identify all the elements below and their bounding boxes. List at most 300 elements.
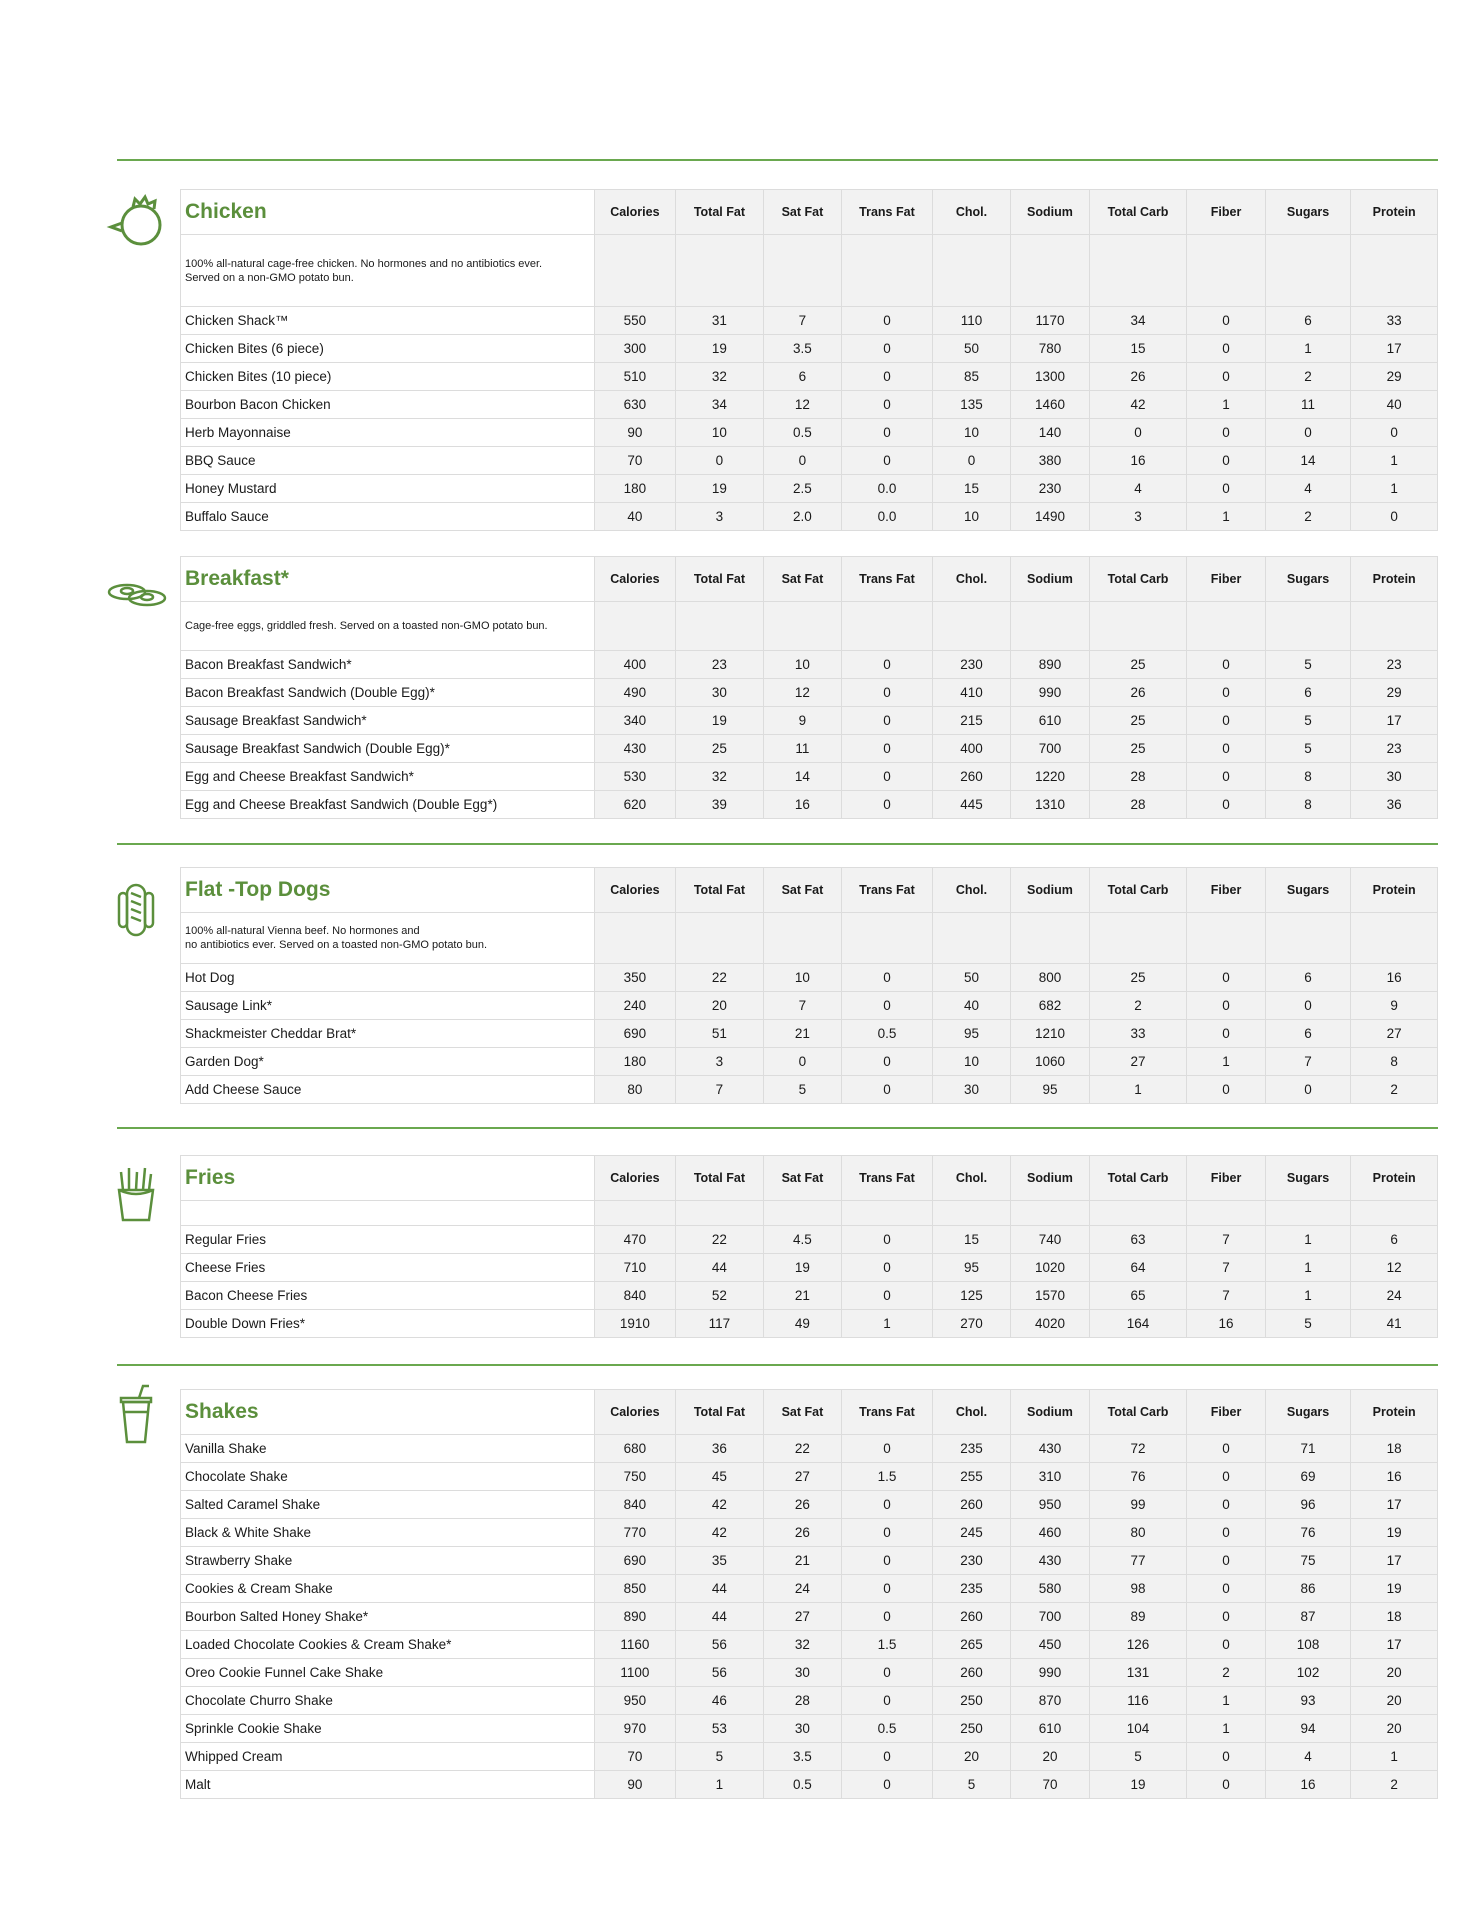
item-name: Add Cheese Sauce: [181, 1076, 595, 1104]
nutrition-value: 56: [676, 1631, 764, 1659]
nutrition-value: 0: [842, 1254, 933, 1282]
nutrition-value: 1: [1187, 503, 1265, 531]
section-description: Cage-free eggs, griddled fresh. Served on a toasted non-GMO potato bun.: [181, 602, 595, 651]
column-header: Sugars: [1265, 1390, 1351, 1435]
column-header: Sugars: [1265, 868, 1351, 913]
nutrition-value: 0: [842, 1226, 933, 1254]
nutrition-value: 6: [1265, 964, 1351, 992]
nutrition-value: 10: [676, 419, 764, 447]
nutrition-value: 0: [763, 447, 841, 475]
empty-cell: [1089, 235, 1187, 307]
nutrition-value: 16: [763, 791, 841, 819]
nutrition-value: 10: [763, 651, 841, 679]
column-header: Sodium: [1011, 190, 1089, 235]
nutrition-value: 27: [763, 1603, 841, 1631]
nutrition-value: 180: [594, 475, 676, 503]
nutrition-value: 610: [1011, 707, 1089, 735]
nutrition-value: 620: [594, 791, 676, 819]
nutrition-value: 5: [763, 1076, 841, 1104]
nutrition-value: 6: [1265, 679, 1351, 707]
nutrition-value: 0: [1265, 992, 1351, 1020]
empty-cell: [1351, 913, 1438, 964]
nutrition-value: 0: [1187, 707, 1265, 735]
table-row: [181, 447, 1438, 475]
nutrition-value: 17: [1351, 1491, 1438, 1519]
empty-cell: [676, 1201, 764, 1226]
nutrition-value: 410: [932, 679, 1010, 707]
item-name: Honey Mustard: [181, 475, 595, 503]
column-header: Sugars: [1265, 1156, 1351, 1201]
empty-cell: [1265, 913, 1351, 964]
table-header-row: [181, 1156, 1438, 1201]
empty-cell: [842, 235, 933, 307]
empty-cell: [763, 1201, 841, 1226]
nutrition-value: 16: [1089, 447, 1187, 475]
item-name: Sprinkle Cookie Shake: [181, 1715, 595, 1743]
table-row: [181, 1076, 1438, 1104]
nutrition-value: 1: [1265, 1226, 1351, 1254]
section-divider: [117, 1127, 1438, 1129]
nutrition-value: 0: [1187, 335, 1265, 363]
nutrition-value: 0: [842, 1435, 933, 1463]
nutrition-value: 250: [932, 1687, 1010, 1715]
column-header: Calories: [594, 1390, 676, 1435]
table-row: [181, 735, 1438, 763]
nutrition-value: 680: [594, 1435, 676, 1463]
description-row: [181, 1201, 1438, 1226]
column-header: Protein: [1351, 868, 1438, 913]
table-row: [181, 1547, 1438, 1575]
nutrition-value: 15: [932, 475, 1010, 503]
column-header: Protein: [1351, 1390, 1438, 1435]
item-name: Strawberry Shake: [181, 1547, 595, 1575]
nutrition-value: 19: [676, 475, 764, 503]
nutrition-value: 2: [1351, 1076, 1438, 1104]
nutrition-value: 5: [1265, 735, 1351, 763]
column-header: Total Carb: [1089, 190, 1187, 235]
nutrition-value: 215: [932, 707, 1010, 735]
nutrition-value: 7: [676, 1076, 764, 1104]
nutrition-value: 890: [1011, 651, 1089, 679]
nutrition-value: 85: [932, 363, 1010, 391]
nutrition-value: 7: [1187, 1226, 1265, 1254]
nutrition-value: 5: [676, 1743, 764, 1771]
nutrition-value: 14: [1265, 447, 1351, 475]
empty-cell: [676, 913, 764, 964]
nutrition-value: 30: [763, 1659, 841, 1687]
empty-cell: [842, 1201, 933, 1226]
nutrition-value: 255: [932, 1463, 1010, 1491]
nutrition-value: 90: [594, 419, 676, 447]
nutrition-value: 80: [594, 1076, 676, 1104]
table-row: [181, 651, 1438, 679]
nutrition-value: 235: [932, 1435, 1010, 1463]
item-name: Garden Dog*: [181, 1048, 595, 1076]
nutrition-value: 7: [1265, 1048, 1351, 1076]
item-name: Buffalo Sauce: [181, 503, 595, 531]
nutrition-value: 42: [676, 1519, 764, 1547]
nutrition-value: 0: [842, 1743, 933, 1771]
nutrition-value: 110: [932, 307, 1010, 335]
nutrition-value: 0: [842, 1282, 933, 1310]
nutrition-value: 0: [1187, 1491, 1265, 1519]
empty-cell: [763, 602, 841, 651]
nutrition-value: 25: [676, 735, 764, 763]
empty-cell: [1351, 235, 1438, 307]
nutrition-value: 260: [932, 1603, 1010, 1631]
nutrition-value: 1060: [1011, 1048, 1089, 1076]
nutrition-value: 12: [763, 679, 841, 707]
nutrition-value: 16: [1351, 1463, 1438, 1491]
nutrition-value: 3.5: [763, 1743, 841, 1771]
column-header: Fiber: [1187, 1390, 1265, 1435]
column-header: Sat Fat: [763, 557, 841, 602]
column-header: Chol.: [932, 190, 1010, 235]
nutrition-value: 44: [676, 1603, 764, 1631]
nutrition-value: 700: [1011, 735, 1089, 763]
section-title-cell: [181, 1156, 595, 1201]
table-row: [181, 307, 1438, 335]
table-row: [181, 992, 1438, 1020]
nutrition-value: 14: [763, 763, 841, 791]
item-name: Loaded Chocolate Cookies & Cream Shake*: [181, 1631, 595, 1659]
column-header: Sat Fat: [763, 190, 841, 235]
nutrition-value: 20: [1351, 1659, 1438, 1687]
nutrition-value: 690: [594, 1547, 676, 1575]
nutrition-value: 70: [1011, 1771, 1089, 1799]
nutrition-value: 70: [594, 447, 676, 475]
nutrition-value: 3: [1089, 503, 1187, 531]
nutrition-value: 36: [1351, 791, 1438, 819]
section-title-cell: [181, 190, 595, 235]
nutrition-value: 117: [676, 1310, 764, 1338]
nutrition-value: 7: [1187, 1254, 1265, 1282]
nutrition-value: 0: [842, 651, 933, 679]
section-title: Chicken: [185, 200, 267, 223]
empty-cell: [594, 913, 676, 964]
section-divider: [117, 159, 1438, 161]
nutrition-value: 6: [1351, 1226, 1438, 1254]
table-row: [181, 1282, 1438, 1310]
nutrition-value: 20: [676, 992, 764, 1020]
nutrition-value: 990: [1011, 679, 1089, 707]
column-header: Trans Fat: [842, 1390, 933, 1435]
table-row: [181, 335, 1438, 363]
nutrition-value: 682: [1011, 992, 1089, 1020]
nutrition-value: 1: [1187, 391, 1265, 419]
nutrition-value: 2.5: [763, 475, 841, 503]
description-row: [181, 913, 1438, 964]
nutrition-value: 630: [594, 391, 676, 419]
nutrition-value: 20: [1351, 1687, 1438, 1715]
column-header: Calories: [594, 190, 676, 235]
section-title: Breakfast*: [185, 567, 289, 590]
nutrition-value: 610: [1011, 1715, 1089, 1743]
nutrition-value: 50: [932, 335, 1010, 363]
nutrition-value: 840: [594, 1282, 676, 1310]
nutrition-value: 71: [1265, 1435, 1351, 1463]
nutrition-value: 4: [1265, 1743, 1351, 1771]
section-title: Flat -Top Dogs: [185, 878, 331, 901]
nutrition-value: 28: [1089, 763, 1187, 791]
nutrition-value: 0: [842, 1547, 933, 1575]
nutrition-value: 1: [1187, 1715, 1265, 1743]
nutrition-value: 21: [763, 1547, 841, 1575]
nutrition-value: 2.0: [763, 503, 841, 531]
table-row: [181, 1435, 1438, 1463]
hot-dog-icon: [105, 879, 167, 941]
section-title: Shakes: [185, 1400, 259, 1423]
nutrition-value: 0: [842, 964, 933, 992]
item-name: Whipped Cream: [181, 1743, 595, 1771]
nutrition-value: 126: [1089, 1631, 1187, 1659]
table-row: [181, 1226, 1438, 1254]
nutrition-value: 65: [1089, 1282, 1187, 1310]
nutrition-value: 40: [1351, 391, 1438, 419]
section-title-cell: [181, 1390, 595, 1435]
nutrition-value: 19: [1089, 1771, 1187, 1799]
nutrition-value: 750: [594, 1463, 676, 1491]
column-header: Chol.: [932, 1156, 1010, 1201]
item-name: Chocolate Churro Shake: [181, 1687, 595, 1715]
nutrition-value: 69: [1265, 1463, 1351, 1491]
nutrition-value: 450: [1011, 1631, 1089, 1659]
nutrition-value: 1: [1265, 1254, 1351, 1282]
nutrition-value: 800: [1011, 964, 1089, 992]
column-header: Trans Fat: [842, 868, 933, 913]
nutrition-value: 30: [763, 1715, 841, 1743]
nutrition-value: 2: [1351, 1771, 1438, 1799]
nutrition-value: 20: [932, 1743, 1010, 1771]
empty-cell: [1265, 602, 1351, 651]
nutrition-value: 0.0: [842, 475, 933, 503]
empty-cell: [842, 913, 933, 964]
column-header: Total Fat: [676, 868, 764, 913]
nutrition-value: 34: [676, 391, 764, 419]
nutrition-value: 4: [1089, 475, 1187, 503]
chicken-nutrition-table: [180, 189, 1438, 531]
item-name: Hot Dog: [181, 964, 595, 992]
nutrition-value: 0: [842, 1603, 933, 1631]
table-row: [181, 391, 1438, 419]
empty-cell: [1089, 602, 1187, 651]
nutrition-value: 0: [1187, 363, 1265, 391]
nutrition-value: 0: [842, 1575, 933, 1603]
nutrition-value: 340: [594, 707, 676, 735]
item-name: Bourbon Salted Honey Shake*: [181, 1603, 595, 1631]
table-row: [181, 475, 1438, 503]
table-header-row: [181, 868, 1438, 913]
nutrition-value: 42: [676, 1491, 764, 1519]
nutrition-value: 0: [1187, 735, 1265, 763]
nutrition-value: 33: [1089, 1020, 1187, 1048]
nutrition-value: 26: [763, 1519, 841, 1547]
nutrition-value: 10: [932, 1048, 1010, 1076]
nutrition-value: 0: [842, 419, 933, 447]
nutrition-value: 0: [1187, 964, 1265, 992]
table-row: [181, 363, 1438, 391]
nutrition-value: 35: [676, 1547, 764, 1575]
nutrition-value: 950: [1011, 1491, 1089, 1519]
chicken-section: [180, 189, 1438, 531]
nutrition-value: 90: [594, 1771, 676, 1799]
breakfast-nutrition-table: [180, 556, 1438, 819]
table-row: [181, 1771, 1438, 1799]
nutrition-value: 16: [1351, 964, 1438, 992]
nutrition-value: 710: [594, 1254, 676, 1282]
empty-cell: [1187, 913, 1265, 964]
section-title-cell: [181, 557, 595, 602]
nutrition-value: 52: [676, 1282, 764, 1310]
nutrition-value: 26: [763, 1491, 841, 1519]
nutrition-value: 300: [594, 335, 676, 363]
nutrition-value: 27: [1351, 1020, 1438, 1048]
nutrition-value: 270: [932, 1310, 1010, 1338]
nutrition-value: 26: [1089, 363, 1187, 391]
nutrition-value: 72: [1089, 1435, 1187, 1463]
nutrition-value: 6: [1265, 307, 1351, 335]
nutrition-value: 350: [594, 964, 676, 992]
item-name: Vanilla Shake: [181, 1435, 595, 1463]
empty-cell: [1089, 913, 1187, 964]
nutrition-value: 23: [1351, 651, 1438, 679]
nutrition-value: 180: [594, 1048, 676, 1076]
item-name: Double Down Fries*: [181, 1310, 595, 1338]
nutrition-value: 890: [594, 1603, 676, 1631]
nutrition-value: 460: [1011, 1519, 1089, 1547]
nutrition-value: 6: [1265, 1020, 1351, 1048]
item-name: Sausage Link*: [181, 992, 595, 1020]
nutrition-value: 5: [1265, 1310, 1351, 1338]
column-header: Sat Fat: [763, 1156, 841, 1201]
nutrition-value: 1460: [1011, 391, 1089, 419]
nutrition-value: 870: [1011, 1687, 1089, 1715]
nutrition-value: 30: [932, 1076, 1010, 1104]
nutrition-value: 12: [763, 391, 841, 419]
nutrition-value: 0: [842, 763, 933, 791]
nutrition-value: 25: [1089, 707, 1187, 735]
item-name: Bourbon Bacon Chicken: [181, 391, 595, 419]
empty-cell: [1011, 602, 1089, 651]
nutrition-value: 1: [1351, 1743, 1438, 1771]
flat-top-dogs-section: [180, 867, 1438, 1104]
dogs-nutrition-table: [180, 867, 1438, 1104]
nutrition-value: 840: [594, 1491, 676, 1519]
nutrition-value: 1310: [1011, 791, 1089, 819]
column-header: Calories: [594, 1156, 676, 1201]
nutrition-value: 17: [1351, 1631, 1438, 1659]
empty-cell: [594, 235, 676, 307]
nutrition-value: 430: [1011, 1435, 1089, 1463]
section-divider: [117, 1364, 1438, 1366]
section-title-cell: [181, 868, 595, 913]
nutrition-value: 310: [1011, 1463, 1089, 1491]
nutrition-value: 51: [676, 1020, 764, 1048]
table-row: [181, 791, 1438, 819]
nutrition-value: 8: [1265, 791, 1351, 819]
nutrition-value: 8: [1265, 763, 1351, 791]
nutrition-value: 6: [763, 363, 841, 391]
nutrition-value: 89: [1089, 1603, 1187, 1631]
nutrition-value: 99: [1089, 1491, 1187, 1519]
nutrition-value: 3: [676, 1048, 764, 1076]
column-header: Chol.: [932, 868, 1010, 913]
nutrition-value: 39: [676, 791, 764, 819]
nutrition-value: 0.5: [842, 1020, 933, 1048]
nutrition-value: 0: [1187, 447, 1265, 475]
nutrition-value: 0: [1187, 307, 1265, 335]
nutrition-value: 41: [1351, 1310, 1438, 1338]
nutrition-value: 0: [1187, 1463, 1265, 1491]
nutrition-value: 28: [763, 1687, 841, 1715]
item-name: Bacon Cheese Fries: [181, 1282, 595, 1310]
nutrition-value: 28: [1089, 791, 1187, 819]
nutrition-value: 430: [1011, 1547, 1089, 1575]
nutrition-value: 96: [1265, 1491, 1351, 1519]
table-row: [181, 503, 1438, 531]
nutrition-value: 0: [842, 791, 933, 819]
table-row: [181, 1659, 1438, 1687]
nutrition-value: 0: [1187, 763, 1265, 791]
nutrition-value: 63: [1089, 1226, 1187, 1254]
column-header: Total Fat: [676, 190, 764, 235]
nutrition-value: 0: [1187, 1603, 1265, 1631]
table-row: [181, 1631, 1438, 1659]
column-header: Total Fat: [676, 557, 764, 602]
empty-cell: [932, 602, 1010, 651]
nutrition-value: 4: [1265, 475, 1351, 503]
nutrition-value: 70: [594, 1743, 676, 1771]
column-header: Protein: [1351, 557, 1438, 602]
nutrition-value: 24: [763, 1575, 841, 1603]
nutrition-value: 250: [932, 1715, 1010, 1743]
nutrition-value: 260: [932, 1491, 1010, 1519]
nutrition-value: 1160: [594, 1631, 676, 1659]
nutrition-value: 240: [594, 992, 676, 1020]
item-name: Chicken Bites (6 piece): [181, 335, 595, 363]
table-header-row: [181, 1390, 1438, 1435]
nutrition-value: 230: [932, 651, 1010, 679]
table-row: [181, 1048, 1438, 1076]
nutrition-value: 0: [842, 707, 933, 735]
table-row: [181, 1687, 1438, 1715]
nutrition-value: 430: [594, 735, 676, 763]
nutrition-value: 0: [1187, 1435, 1265, 1463]
nutrition-value: 1170: [1011, 307, 1089, 335]
nutrition-value: 1.5: [842, 1463, 933, 1491]
nutrition-value: 25: [1089, 735, 1187, 763]
nutrition-value: 125: [932, 1282, 1010, 1310]
nutrition-value: 76: [1089, 1463, 1187, 1491]
nutrition-value: 400: [932, 735, 1010, 763]
nutrition-value: 80: [1089, 1519, 1187, 1547]
item-name: Chicken Shack™: [181, 307, 595, 335]
column-header: Protein: [1351, 1156, 1438, 1201]
fries-section: [180, 1155, 1438, 1338]
empty-cell: [763, 913, 841, 964]
nutrition-value: 5: [1265, 651, 1351, 679]
item-name: Bacon Breakfast Sandwich*: [181, 651, 595, 679]
nutrition-value: 135: [932, 391, 1010, 419]
nutrition-value: 17: [1351, 707, 1438, 735]
table-row: [181, 1715, 1438, 1743]
nutrition-value: 19: [676, 335, 764, 363]
nutrition-value: 18: [1351, 1603, 1438, 1631]
nutrition-value: 27: [1089, 1048, 1187, 1076]
nutrition-value: 44: [676, 1575, 764, 1603]
table-row: [181, 1020, 1438, 1048]
empty-cell: [1011, 235, 1089, 307]
